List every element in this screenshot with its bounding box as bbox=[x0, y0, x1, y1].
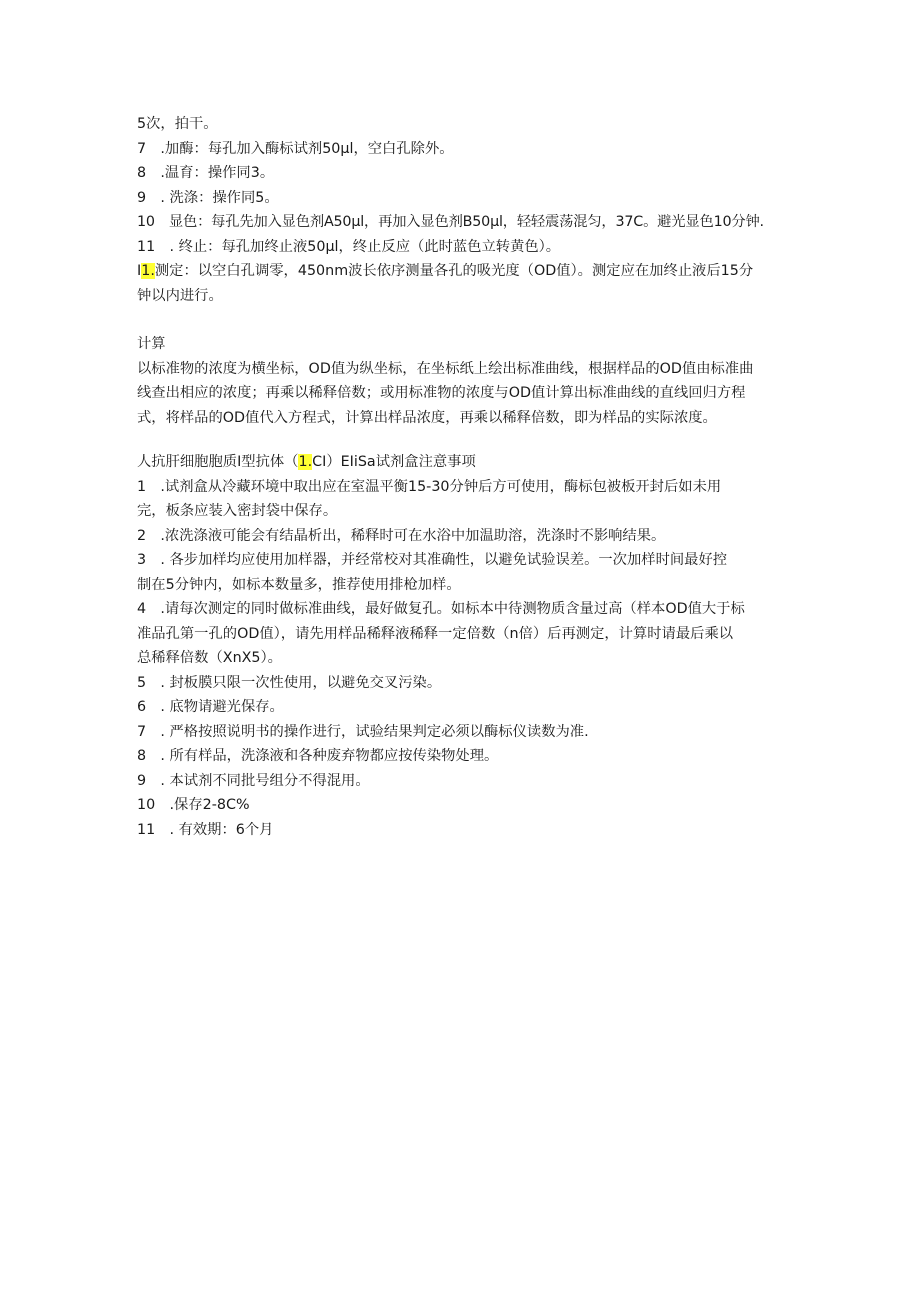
spacer bbox=[137, 430, 787, 450]
calc-paragraph-line-1: 以标准物的浓度为横坐标，OD值为纵坐标，在坐标纸上绘出标准曲线，根据样品的OD值由标准曲 bbox=[137, 360, 754, 377]
step-11-stop: 11 . 终止：每孔加终止液50μl，终止反应（此时蓝色立转黄色）。 bbox=[137, 238, 561, 255]
notes-heading-part-a: 人抗肝细胞胞质I型抗体（ bbox=[137, 454, 299, 470]
notes-heading-highlight: 1. bbox=[298, 454, 313, 470]
note-4-line-3: 总稀释倍数（XnX5）。 bbox=[137, 650, 282, 666]
note-5: 5 . 封板膜只限一次性使用，以避免交叉污染。 bbox=[137, 674, 442, 691]
spacer bbox=[137, 308, 787, 332]
note-10: 10 .保存2-8C% bbox=[137, 797, 250, 813]
step-12-text: 测定：以空白孔调零，450nm波长依序测量各孔的吸光度（OD值）。测定应在加终止液后15分 bbox=[154, 263, 754, 279]
note-9: 9 . 本试剂不同批号组分不得混用。 bbox=[137, 772, 370, 789]
calc-heading: 计算 bbox=[137, 336, 166, 352]
notes-heading-part-b: CI）EIiSa试剂盒注意事项 bbox=[312, 454, 476, 470]
step-7-add-enzyme: 7 .加酶：每孔加入酶标试剂50μl，空白孔除外。 bbox=[137, 140, 454, 157]
step-12-highlight: 1. bbox=[141, 263, 155, 279]
step-12-measure bbox=[137, 259, 787, 284]
note-4-line-1: 4 .请每次测定的同时做标准曲线，最好做复孔。如标本中待测物质含量过高（样本OD值大于标 bbox=[137, 601, 745, 617]
note-1-line-2: 完，板条应装入密封袋中保存。 bbox=[137, 503, 338, 519]
calc-paragraph-line-3: 式，将样品的OD值代入方程式，计算出样品浓度，再乘以稀释倍数，即为样品的实际浓度。 bbox=[137, 409, 717, 426]
step-10-color: 10 显色：每孔先加入显色剂A50μl，再加入显色剂B50μl，轻轻震荡混匀，37C。避光显色10分钟. bbox=[137, 214, 764, 230]
procedure-line-wash: 5次，拍干。 bbox=[137, 116, 218, 132]
note-8: 8 . 所有样品，洗涤液和各种废弃物都应按传染物处理。 bbox=[137, 748, 499, 764]
note-7: 7 . 严格按照说明书的操作进行，试验结果判定必须以酶标仪读数为准. bbox=[137, 723, 589, 740]
note-2: 2 .浓洗涤液可能会有结晶析出，稀释时可在水浴中加温助溶，洗涤时不影响结果。 bbox=[137, 527, 666, 544]
note-1-line-1: 1 .试剂盒从冷藏环境中取出应在室温平衡15-30分钟后方可使用，酶标包被板开封后如未用 bbox=[137, 478, 722, 495]
note-3-line-1: 3 . 各步加样均应使用加样器，并经常校对其准确性，以避免试验误差。一次加样时间最好控 bbox=[137, 552, 728, 568]
step-8-incubate: 8 .温育：操作同3。 bbox=[137, 165, 275, 181]
step-12-continued: 钟以内进行。 bbox=[137, 287, 223, 304]
note-6: 6 . 底物请避光保存。 bbox=[137, 699, 284, 715]
step-12-prefix: I bbox=[137, 263, 142, 279]
step-9-wash: 9 . 洗涤：操作同5。 bbox=[137, 189, 279, 206]
note-3-line-2: 制在5分钟内，如标本数量多，推荐使用排枪加样。 bbox=[137, 576, 461, 593]
calc-paragraph-line-2: 线查出相应的浓度；再乘以稀释倍数；或用标准物的浓度与OD值计算出标准曲线的直线回归方程 bbox=[137, 385, 746, 401]
note-4-line-2: 准品孔第一孔的OD值），请先用样品稀释液稀释一定倍数（n倍）后再测定，计算时请最后乘以 bbox=[137, 625, 734, 642]
notes-heading bbox=[137, 450, 787, 475]
document-page bbox=[137, 112, 787, 842]
note-11: 11 . 有效期：6个月 bbox=[137, 821, 274, 838]
